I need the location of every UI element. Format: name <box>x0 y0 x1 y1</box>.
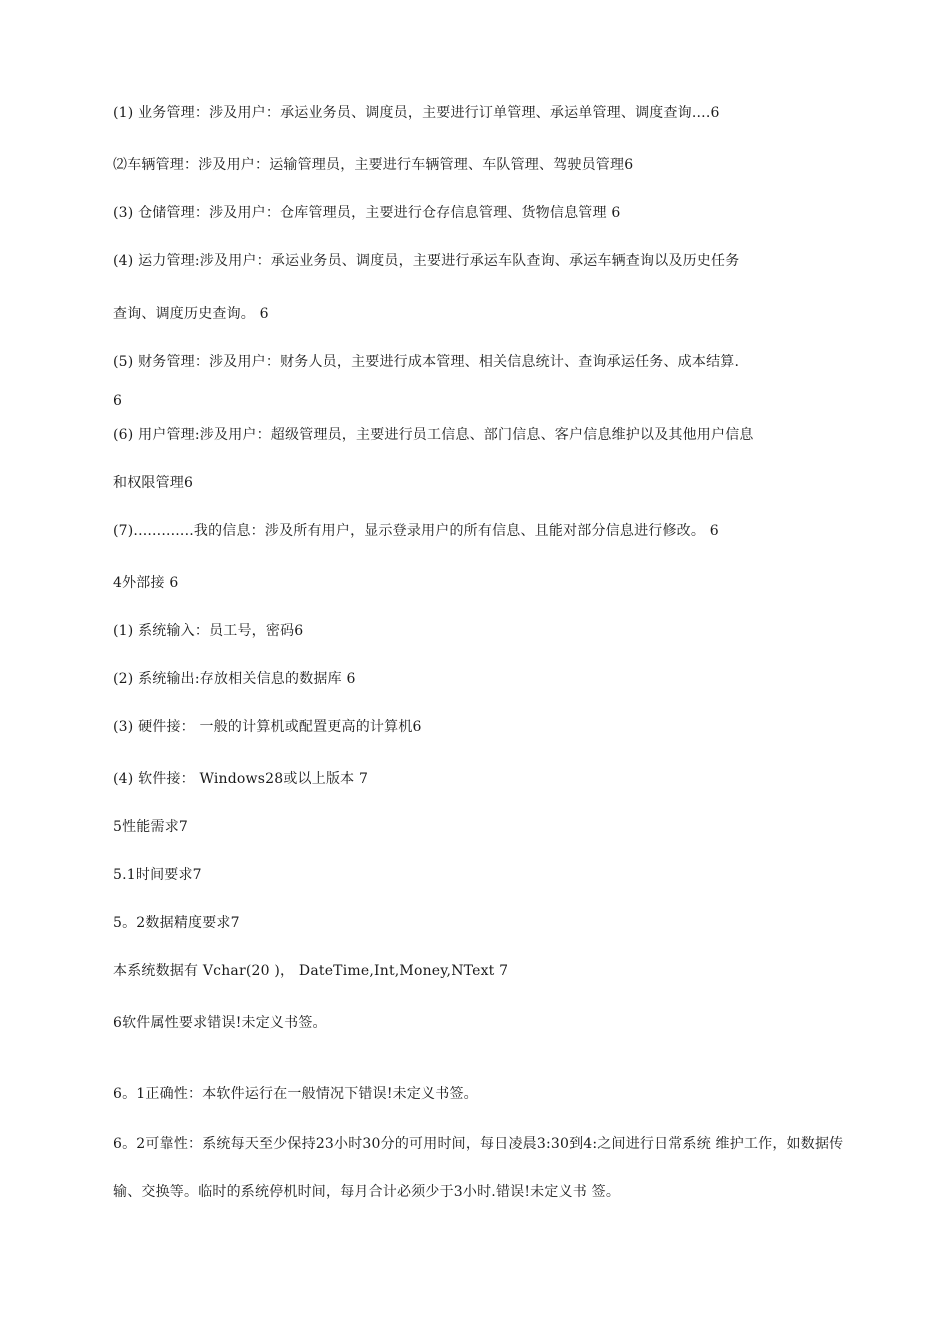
toc-line-data-types: 本系统数据有 Vchar(20 )， DateTime,Int,Money,NText 7 <box>113 963 509 979</box>
toc-line-reliability: 6。2可靠性：系统每天至少保持23小时30分的可用时间，每日凌晨3:30到4:之间进行日常系统 维护工作，如数据传 <box>113 1136 844 1152</box>
toc-line-user-management-cont: 和权限管理6 <box>113 475 194 491</box>
toc-line-finance-management: (5) 财务管理：涉及用户：财务人员，主要进行成本管理、相关信息统计、查询承运任务、成本结算. <box>113 354 740 370</box>
toc-line-my-info: (7).............我的信息：涉及所有用户，显示登录用户的所有信息、且能对部分信息进行修改。 6 <box>113 523 719 539</box>
toc-line-capacity-management-cont: 查询、调度历史查询。 6 <box>113 306 269 322</box>
toc-line-finance-management-page: 6 <box>113 393 123 409</box>
toc-line-external-interface: 4外部接 6 <box>113 575 179 591</box>
toc-line-reliability-cont: 输、交换等。临时的系统停机时间，每月合计必须少于3小时.错误!未定义书 签。 <box>113 1184 621 1200</box>
toc-line-capacity-management: (4) 运力管理:涉及用户：承运业务员、调度员，主要进行承运车队查询、承运车辆查询以及历史任务 <box>113 253 740 269</box>
toc-line-warehouse-management: (3) 仓储管理：涉及用户：仓库管理员，主要进行仓存信息管理、货物信息管理 6 <box>113 205 621 221</box>
toc-line-software-attributes: 6软件属性要求错误!未定义书签。 <box>113 1015 327 1031</box>
toc-line-business-management: (1) 业务管理：涉及用户：承运业务员、调度员，主要进行订单管理、承运单管理、调度查询....6 <box>113 105 720 121</box>
toc-line-performance: 5性能需求7 <box>113 819 189 835</box>
toc-line-user-management: (6) 用户管理:涉及用户：超级管理员，主要进行员工信息、部门信息、客户信息维护以及其他用户信息 <box>113 427 754 443</box>
toc-line-hardware-interface: (3) 硬件接： 一般的计算机或配置更高的计算机6 <box>113 719 422 735</box>
toc-line-correctness: 6。1正确性：本软件运行在一般情况下错误!未定义书签。 <box>113 1086 478 1102</box>
toc-line-time-requirement: 5.1时间要求7 <box>113 867 202 883</box>
toc-line-system-output: (2) 系统输出:存放相关信息的数据库 6 <box>113 671 356 687</box>
toc-line-vehicle-management: ⑵车辆管理：涉及用户：运输管理员，主要进行车辆管理、车队管理、驾驶员管理6 <box>113 157 634 173</box>
toc-line-system-input: (1) 系统输入：员工号，密码6 <box>113 623 304 639</box>
toc-line-software-interface: (4) 软件接： Windows28或以上版本 7 <box>113 771 369 787</box>
toc-line-precision-requirement: 5。2数据精度要求7 <box>113 915 240 931</box>
